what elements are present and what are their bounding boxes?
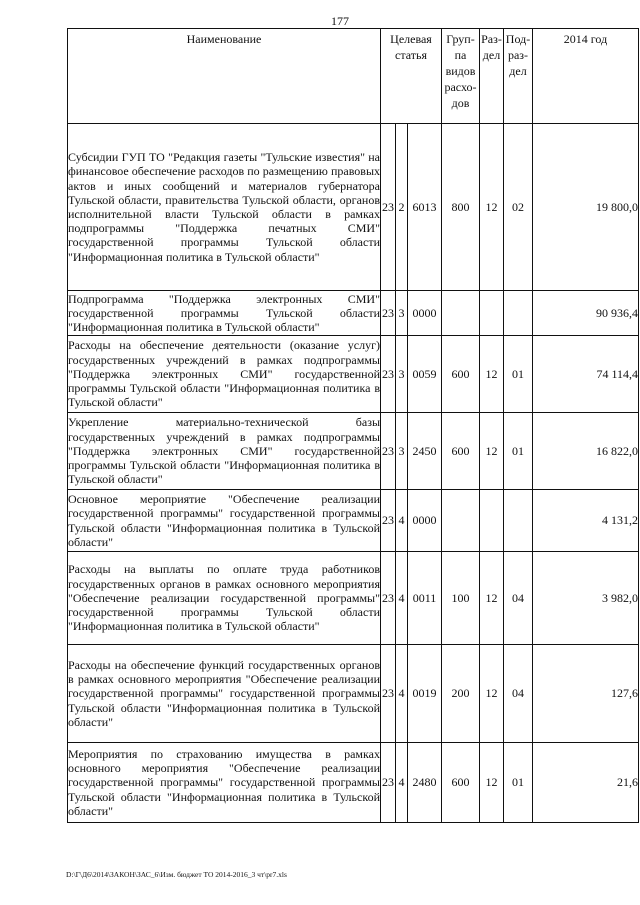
header-target: Целевая статья: [381, 29, 442, 124]
target-code-program: 23: [381, 336, 396, 413]
target-code-subprogram: 4: [396, 645, 408, 743]
table-row: [68, 743, 639, 823]
header-group: Груп-па видов расхо-дов: [442, 29, 480, 124]
table-row: [68, 291, 639, 336]
page-number: 177: [331, 14, 349, 28]
target-code-direction: 0000: [408, 490, 442, 552]
target-code-subprogram: 2: [396, 124, 408, 291]
target-code-subprogram: 3: [396, 413, 408, 490]
target-code-direction: 2480: [408, 743, 442, 823]
amount-2014: 4 131,2: [533, 490, 639, 552]
row-name: Мероприятия по страхованию имущества в рамках основного мероприятия "Обеспечение реализации государственной программы" государственной программы Тульской области "Информационная политика в Тульской области": [68, 743, 381, 823]
amount-2014: 19 800,0: [533, 124, 639, 291]
row-name: Расходы на обеспечение деятельности (оказание услуг) государственных учреждений в рамках подпрограммы "Поддержка электронных СМИ" государственной программы Тульской области "Информационная политика в Тульской области": [68, 336, 381, 413]
row-name: Субсидии ГУП ТО "Редакция газеты "Тульские известия" на финансовое обеспечение расходов по размещению правовых актов и иных сообщений и материалов губернатора Тульской области, правительства Тульской области, органов исполнительной власти Тульской области в рамках подпрограммы "Поддержка печатных СМИ" государственной программы Тульской области "Информационная политика в Тульской области": [68, 124, 381, 291]
amount-2014: 127,6: [533, 645, 639, 743]
target-code-program: 23: [381, 124, 396, 291]
expense-group: 200: [442, 645, 480, 743]
table-row: [68, 413, 639, 490]
amount-2014: 74 114,4: [533, 336, 639, 413]
target-code-subprogram: 4: [396, 743, 408, 823]
expense-group: 600: [442, 336, 480, 413]
subsection-code: [504, 291, 533, 336]
subsection-code: 01: [504, 413, 533, 490]
target-code-subprogram: 3: [396, 291, 408, 336]
row-name: Подпрограмма "Поддержка электронных СМИ" государственной программы Тульской области "Информационная политика в Тульской области": [68, 291, 380, 335]
section-code: [480, 490, 504, 552]
subsection-code: 04: [504, 552, 533, 645]
subsection-code: [504, 490, 533, 552]
target-code-program: 23: [381, 743, 396, 823]
subsection-code: 01: [504, 743, 533, 823]
header-section: Раз-дел: [480, 29, 504, 124]
expense-group: [442, 490, 480, 552]
expense-group: 600: [442, 413, 480, 490]
target-code-program: 23: [381, 413, 396, 490]
section-code: 12: [480, 552, 504, 645]
table-row: [68, 552, 639, 645]
file-path-footer: D:\Г\Д6\2014\ЗАКОН\ЗАС_6\Изм. бюджет ТО 2014-2016_3 чт\pr7.xls: [66, 870, 287, 879]
expense-group: 600: [442, 743, 480, 823]
target-code-direction: 0000: [408, 291, 442, 336]
amount-2014: 16 822,0: [533, 413, 639, 490]
target-code-subprogram: 4: [396, 490, 408, 552]
amount-2014: 90 936,4: [533, 291, 639, 336]
target-code-program: 23: [381, 645, 396, 743]
section-code: 12: [480, 743, 504, 823]
section-code: 12: [480, 124, 504, 291]
target-code-direction: 2450: [408, 413, 442, 490]
target-code-subprogram: 4: [396, 552, 408, 645]
target-code-program: 23: [381, 552, 396, 645]
section-code: 12: [480, 413, 504, 490]
header-subsection: Под-раз-дел: [504, 29, 533, 124]
target-code-direction: 0059: [408, 336, 442, 413]
subsection-code: 04: [504, 645, 533, 743]
amount-2014: 3 982,0: [533, 552, 639, 645]
expense-group: 100: [442, 552, 480, 645]
row-name: Укрепление материально-технической базы государственных учреждений в рамках подпрограммы "Поддержка электронных СМИ" государственной программы Тульской области "Информационная политика в Тульской области": [68, 413, 381, 490]
row-name: Расходы на обеспечение функций государственных органов в рамках основного мероприятия "Обеспечение реализации государственной программы" государственной программы Тульской области "Информационная политика в Тульской области": [68, 645, 381, 743]
header-name: Наименование: [68, 29, 381, 124]
section-code: 12: [480, 336, 504, 413]
row-name: Основное мероприятие "Обеспечение реализации государственной программы" государственной программы Тульской области "Информационная политика в Тульской области": [68, 490, 381, 552]
section-code: [480, 291, 504, 336]
table-row: [68, 336, 639, 413]
subsection-code: 01: [504, 336, 533, 413]
expense-group: 800: [442, 124, 480, 291]
target-code-program: 23: [381, 291, 396, 336]
table-row: [68, 124, 639, 291]
row-name: Расходы на выплаты по оплате труда работников государственных органов в рамках основного мероприятия "Обеспечение реализации государственной программы" государственной программы Тульской области "Информационная политика в Тульской области": [68, 552, 381, 645]
table-row: [68, 490, 639, 552]
target-code-direction: 0011: [408, 552, 442, 645]
target-code-program: 23: [381, 490, 396, 552]
budget-table: [67, 28, 639, 823]
table-row: [68, 645, 639, 743]
target-code-subprogram: 3: [396, 336, 408, 413]
section-code: 12: [480, 645, 504, 743]
subsection-code: 02: [504, 124, 533, 291]
amount-2014: 21,6: [533, 743, 639, 823]
target-code-direction: 0019: [408, 645, 442, 743]
header-year: 2014 год: [533, 29, 639, 124]
target-code-direction: 6013: [408, 124, 442, 291]
expense-group: [442, 291, 480, 336]
header-row: [68, 29, 639, 124]
